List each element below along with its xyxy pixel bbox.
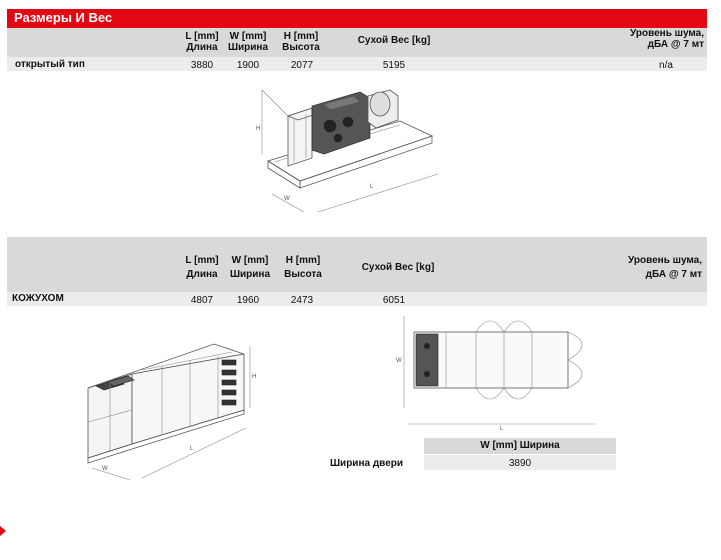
canopy-length: 4807 bbox=[190, 295, 214, 306]
open-type-generator-drawing bbox=[250, 76, 450, 226]
top-view-w-mark: W bbox=[396, 358, 402, 364]
canopy-header-dry-weight: Сухой Вес [kg] bbox=[361, 262, 435, 273]
canopy-label: КОЖУХОМ bbox=[12, 293, 64, 304]
canopy-generator-drawing bbox=[72, 318, 262, 496]
canopy-header-height-unit: H [mm] bbox=[285, 255, 321, 266]
open-type-dry-weight: 5195 bbox=[382, 60, 406, 71]
header-noise-line1: Уровень шума, bbox=[630, 28, 704, 39]
section-title: Размеры И Вес bbox=[14, 10, 113, 25]
canopy-header-width-label: Ширина bbox=[229, 269, 271, 280]
canopy-h-mark: H bbox=[252, 374, 257, 380]
open-type-l-mark: L bbox=[370, 184, 374, 190]
header-height-label: Высота bbox=[282, 42, 320, 53]
canopy-w-mark: W bbox=[102, 466, 108, 472]
header-height bbox=[278, 31, 324, 53]
top-view-l-mark: L bbox=[500, 426, 504, 432]
canopy-l-mark: L bbox=[190, 446, 194, 452]
open-type-h-mark: H bbox=[256, 126, 261, 132]
open-type-width: 1900 bbox=[236, 60, 260, 71]
header-length-unit: L [mm] bbox=[185, 31, 219, 42]
canopy-header-width-unit: W [mm] bbox=[231, 255, 269, 266]
header-dry-weight: Сухой Вес [kg] bbox=[357, 35, 431, 46]
canopy-row bbox=[7, 292, 707, 306]
canopy-header-height bbox=[280, 254, 326, 282]
canopy-header-length-label: Длина bbox=[186, 269, 218, 280]
header-length bbox=[182, 31, 222, 53]
door-value: 3890 bbox=[508, 458, 532, 469]
canopy-top-view-drawing bbox=[390, 310, 610, 434]
open-type-label: открытый тип bbox=[15, 59, 85, 70]
canopy-width: 1960 bbox=[236, 295, 260, 306]
header-height-unit: H [mm] bbox=[283, 31, 319, 42]
corner-marker bbox=[0, 526, 6, 536]
canopy-header-length bbox=[182, 254, 222, 282]
header-length-label: Длина bbox=[186, 42, 218, 53]
canopy-header-noise bbox=[610, 254, 702, 282]
open-type-length: 3880 bbox=[190, 60, 214, 71]
header-noise-line2: дБА @ 7 мт bbox=[647, 39, 704, 50]
header-width-unit: W [mm] bbox=[229, 31, 267, 42]
header-noise bbox=[616, 28, 704, 50]
door-label: Ширина двери bbox=[330, 458, 404, 469]
section-title-bar bbox=[7, 9, 707, 28]
open-type-row bbox=[7, 57, 707, 71]
canopy-header-length-unit: L [mm] bbox=[185, 255, 219, 266]
canopy-height: 2473 bbox=[290, 295, 314, 306]
canopy-header-width bbox=[226, 254, 274, 282]
canopy-header-noise-line2: дБА @ 7 мт bbox=[645, 269, 702, 280]
header-width-label: Ширина bbox=[227, 42, 269, 53]
header-width bbox=[224, 31, 272, 53]
canopy-dry-weight: 6051 bbox=[382, 295, 406, 306]
canopy-header-height-label: Высота bbox=[284, 269, 322, 280]
door-header: W [mm] Ширина bbox=[480, 440, 560, 451]
open-type-noise: n/a bbox=[659, 60, 673, 71]
open-type-w-mark: W bbox=[284, 196, 290, 202]
open-type-height: 2077 bbox=[290, 60, 314, 71]
canopy-header-noise-line1: Уровень шума, bbox=[628, 255, 702, 266]
